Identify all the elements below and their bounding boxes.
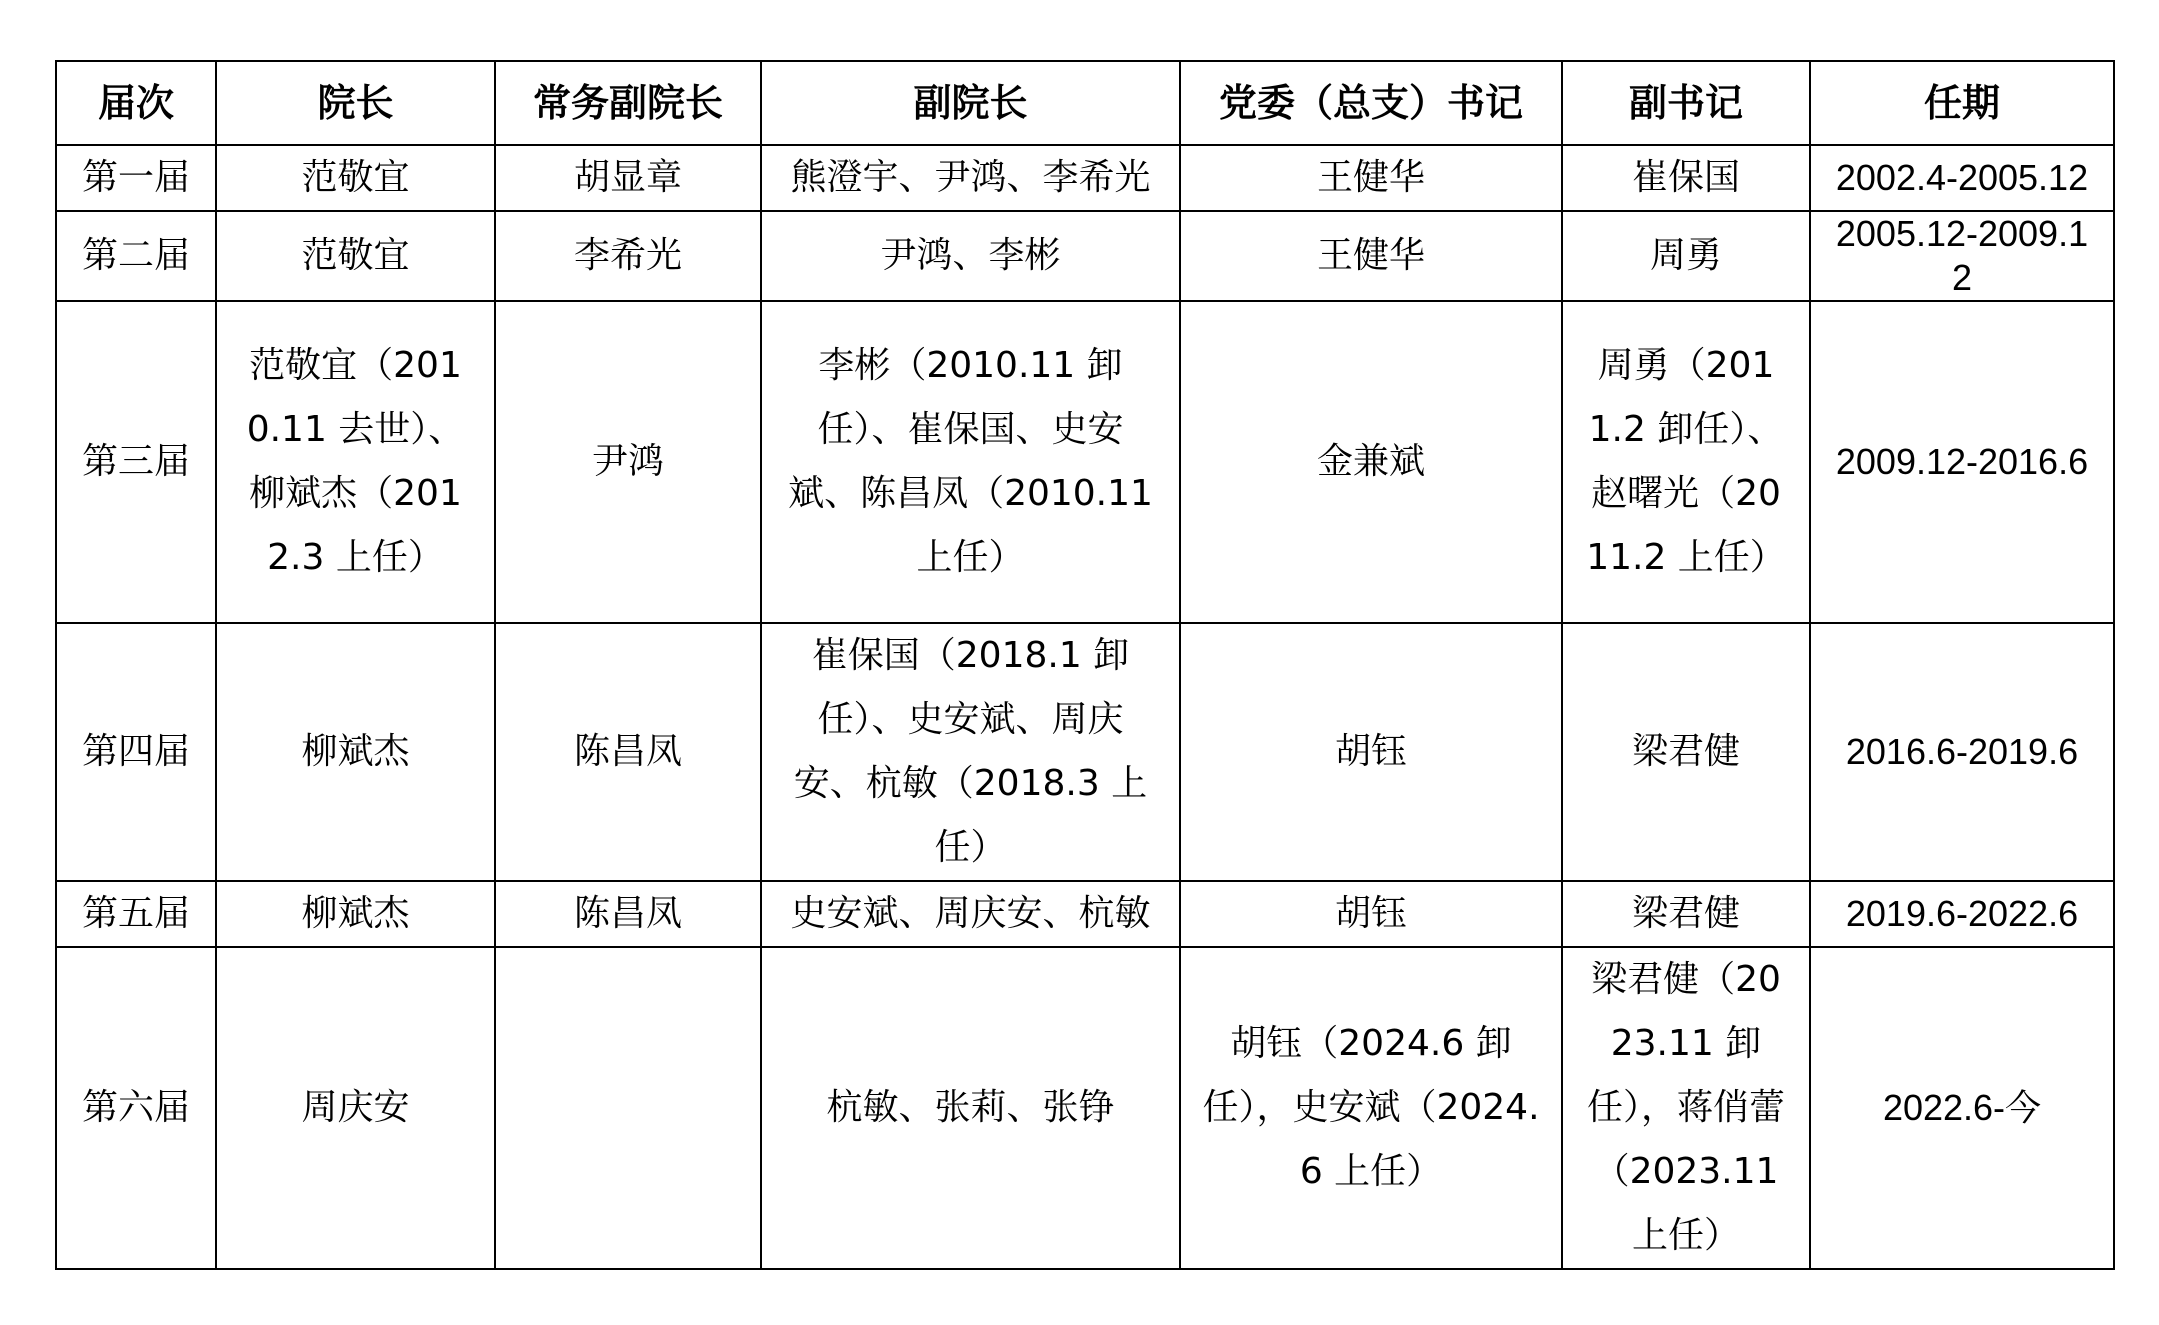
cell-tenure: 2019.6-2022.6 bbox=[1810, 881, 2114, 947]
leadership-table-container bbox=[55, 60, 2115, 1270]
cell-term: 第三届 bbox=[56, 301, 216, 623]
header-term: 届次 bbox=[56, 61, 216, 145]
header-executive-vice-president: 常务副院长 bbox=[495, 61, 761, 145]
cell-executive-vice-president: 尹鸿 bbox=[495, 301, 761, 623]
table-row bbox=[56, 301, 2114, 623]
cell-vice-presidents: 熊澄宇、尹鸿、李希光 bbox=[761, 145, 1180, 211]
cell-term: 第六届 bbox=[56, 947, 216, 1269]
cell-executive-vice-president: 李希光 bbox=[495, 211, 761, 301]
cell-term: 第一届 bbox=[56, 145, 216, 211]
table-row bbox=[56, 145, 2114, 211]
header-tenure: 任期 bbox=[1810, 61, 2114, 145]
cell-tenure: 2009.12-2016.6 bbox=[1810, 301, 2114, 623]
header-deputy-secretary: 副书记 bbox=[1562, 61, 1810, 145]
cell-executive-vice-president: 胡显章 bbox=[495, 145, 761, 211]
cell-deputy-secretary: 梁君健（2023.11 卸任），蒋俏蕾（2023.11 上任） bbox=[1562, 947, 1810, 1269]
cell-deputy-secretary: 周勇 bbox=[1562, 211, 1810, 301]
cell-tenure: 2005.12-2009.12 bbox=[1810, 211, 2114, 301]
cell-party-secretary: 胡钰 bbox=[1180, 623, 1562, 881]
cell-party-secretary: 金兼斌 bbox=[1180, 301, 1562, 623]
cell-president: 柳斌杰 bbox=[216, 881, 495, 947]
header-vice-presidents: 副院长 bbox=[761, 61, 1180, 145]
cell-party-secretary: 王健华 bbox=[1180, 145, 1562, 211]
cell-vice-presidents: 尹鸿、李彬 bbox=[761, 211, 1180, 301]
cell-party-secretary: 王健华 bbox=[1180, 211, 1562, 301]
cell-tenure: 2002.4-2005.12 bbox=[1810, 145, 2114, 211]
cell-term: 第五届 bbox=[56, 881, 216, 947]
cell-president: 柳斌杰 bbox=[216, 623, 495, 881]
cell-vice-presidents: 杭敏、张莉、张铮 bbox=[761, 947, 1180, 1269]
cell-vice-presidents: 崔保国（2018.1 卸任）、史安斌、周庆安、杭敏（2018.3 上任） bbox=[761, 623, 1180, 881]
cell-tenure: 2022.6-今 bbox=[1810, 947, 2114, 1269]
cell-executive-vice-president: 陈昌凤 bbox=[495, 623, 761, 881]
cell-tenure: 2016.6-2019.6 bbox=[1810, 623, 2114, 881]
cell-president: 范敬宜 bbox=[216, 145, 495, 211]
cell-president: 范敬宜（2010.11 去世）、柳斌杰（2012.3 上任） bbox=[216, 301, 495, 623]
cell-deputy-secretary: 周勇（2011.2 卸任）、赵曙光（2011.2 上任） bbox=[1562, 301, 1810, 623]
leadership-table bbox=[55, 60, 2115, 1270]
cell-deputy-secretary: 梁君健 bbox=[1562, 623, 1810, 881]
table-row bbox=[56, 881, 2114, 947]
cell-vice-presidents: 史安斌、周庆安、杭敏 bbox=[761, 881, 1180, 947]
header-party-secretary: 党委（总支）书记 bbox=[1180, 61, 1562, 145]
cell-term: 第四届 bbox=[56, 623, 216, 881]
cell-deputy-secretary: 崔保国 bbox=[1562, 145, 1810, 211]
cell-president: 周庆安 bbox=[216, 947, 495, 1269]
cell-party-secretary: 胡钰 bbox=[1180, 881, 1562, 947]
cell-deputy-secretary: 梁君健 bbox=[1562, 881, 1810, 947]
cell-executive-vice-president bbox=[495, 947, 761, 1269]
table-row bbox=[56, 947, 2114, 1269]
header-president: 院长 bbox=[216, 61, 495, 145]
table-header-row bbox=[56, 61, 2114, 145]
cell-term: 第二届 bbox=[56, 211, 216, 301]
cell-vice-presidents: 李彬（2010.11 卸任）、崔保国、史安斌、陈昌凤（2010.11 上任） bbox=[761, 301, 1180, 623]
table-row bbox=[56, 623, 2114, 881]
cell-party-secretary: 胡钰（2024.6 卸任），史安斌（2024.6 上任） bbox=[1180, 947, 1562, 1269]
table-row bbox=[56, 211, 2114, 301]
cell-president: 范敬宜 bbox=[216, 211, 495, 301]
cell-executive-vice-president: 陈昌凤 bbox=[495, 881, 761, 947]
